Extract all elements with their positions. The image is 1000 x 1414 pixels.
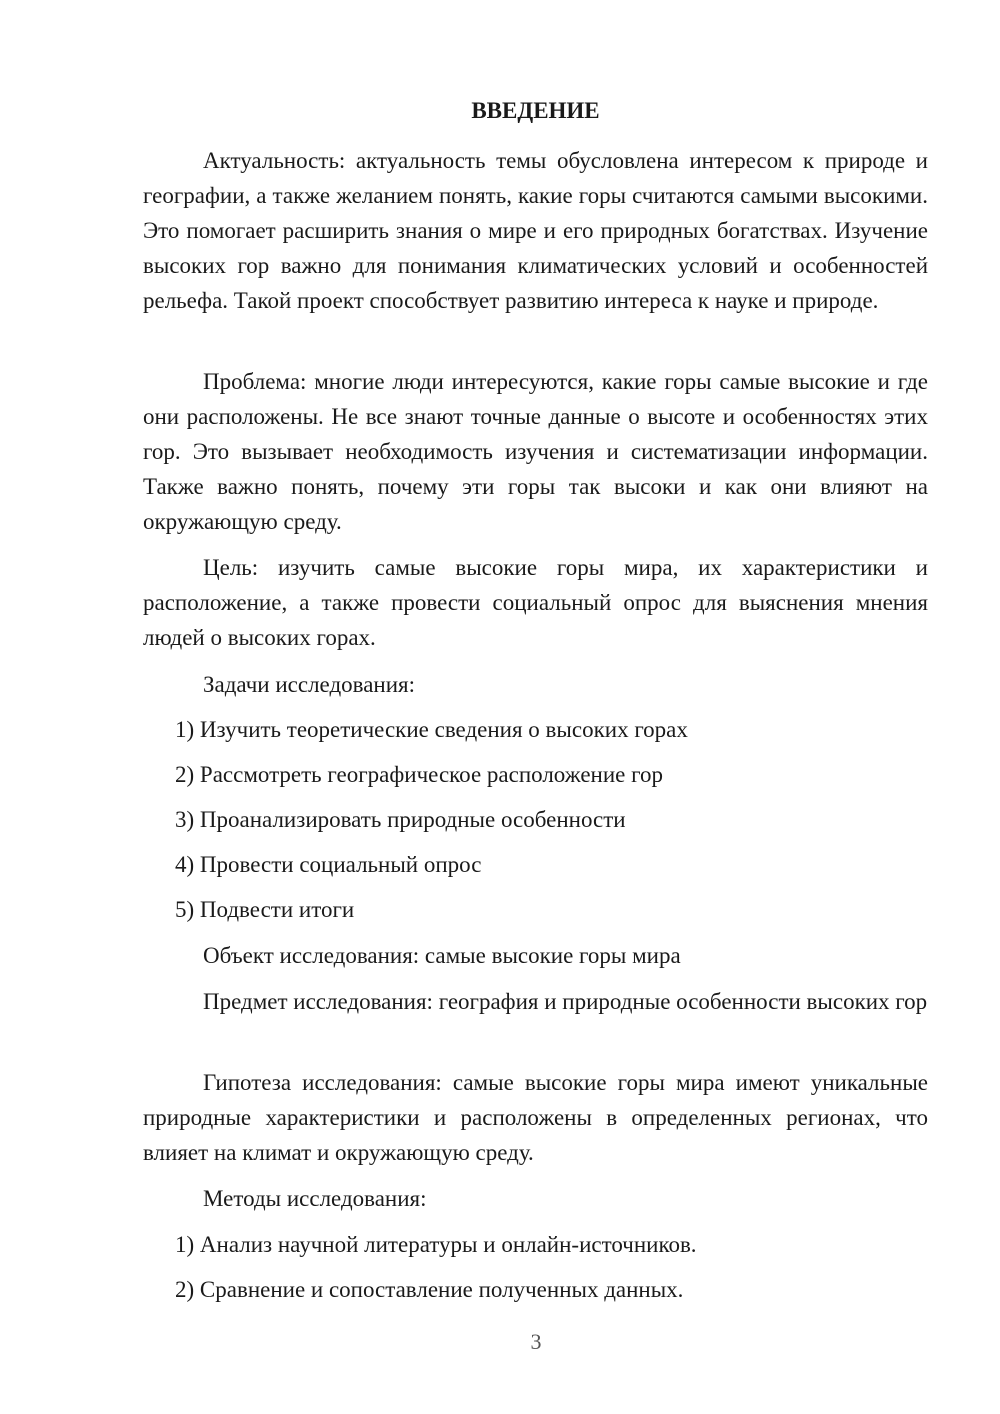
task-item-2: 2) Рассмотреть географическое расположение гор [175, 762, 663, 787]
tasks-label: Задачи исследования: [203, 672, 416, 697]
subject-paragraph: Предмет исследования: география и природные особенности высоких гор [203, 989, 928, 1014]
goal-paragraph: Цель: изучить самые высокие горы мира, их характеристики и расположение, а также провести социальный опрос для выяснения мнения людей о высоких горах. [143, 555, 928, 650]
hypothesis-paragraph: Гипотеза исследования: самые высокие горы мира имеют уникальные природные характеристики и расположены в определенных регионах, что влияет на климат и окружающую среду. [143, 1070, 928, 1165]
object-paragraph: Объект исследования: самые высокие горы мира [203, 943, 681, 968]
task-item-1: 1) Изучить теоретические сведения о высоких горах [175, 717, 688, 742]
problem-paragraph: Проблема: многие люди интересуются, какие горы самые высокие и где они расположены. Не все знают точные данные о высоте и особенностях этих гор. Это вызывает необходимость изучения и систематизации информации. Также важно понять, почему эти горы так высоки и как они влияют на окружающую среду. [143, 369, 928, 534]
method-item-1: 1) Анализ научной литературы и онлайн-источников. [175, 1232, 697, 1257]
task-item-4: 4) Провести социальный опрос [175, 852, 482, 877]
task-item-5: 5) Подвести итоги [175, 897, 355, 922]
method-item-2: 2) Сравнение и сопоставление полученных данных. [175, 1277, 684, 1302]
page-number: 3 [530, 1329, 542, 1354]
relevance-paragraph: Актуальность: актуальность темы обусловлена интересом к природе и географии, а также желанием понять, какие горы считаются самыми высокими. Это помогает расширить знания о мире и его природных богатствах. Изучение высоких гор важно для понимания климатических условий и особенностей рельефа. Такой проект способствует развитию интереса к науке и природе. [143, 148, 928, 313]
document-title: ВВЕДЕНИЕ [471, 98, 600, 123]
methods-label: Методы исследования: [203, 1186, 427, 1211]
task-item-3: 3) Проанализировать природные особенности [175, 807, 626, 832]
